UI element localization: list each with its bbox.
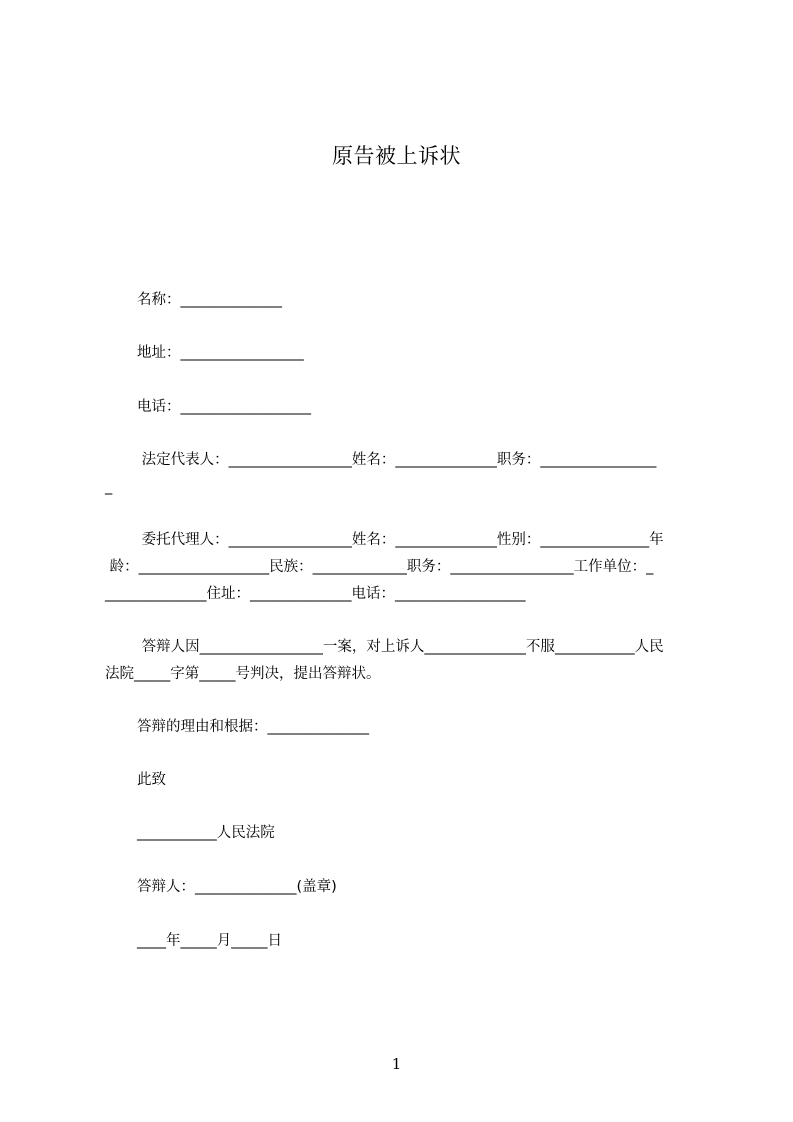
salutation-line: 此致 [137, 772, 166, 788]
reason-paragraph-line: 答辩人因_________________一案，对上诉人______________不服___________人民 [137, 639, 664, 655]
agent-line-continued: 龄：__________________民族：_____________职务：_________________工作单位：_ [105, 559, 654, 575]
date-line: ____年_____月_____日 [137, 933, 282, 949]
respondent-signature-line: 答辩人：______________(盖章) [137, 879, 337, 895]
address-field-line: 地址：_________________ [137, 345, 304, 361]
phone-field-line: 电话：__________________ [137, 399, 311, 415]
court-line: ___________人民法院 [137, 825, 275, 841]
reason-paragraph-line-continued: 法院_____字第_____号判决，提出答辩状。 [105, 666, 381, 682]
grounds-line: 答辩的理由和根据：______________ [137, 719, 369, 735]
name-field-line: 名称：______________ [137, 292, 282, 308]
legal-representative-line: 法定代表人：_________________姓名：______________职务：________________ [137, 452, 657, 468]
document-title: 原告被上诉状 [332, 144, 461, 168]
page-number: 1 [391, 1055, 402, 1073]
legal-representative-line-continued: _ [105, 479, 113, 495]
agent-line: 委托代理人：_________________姓名：______________性别：_______________年 [137, 532, 664, 548]
agent-line-continued-2: ______________住址：______________电话：__________________ [105, 586, 526, 602]
